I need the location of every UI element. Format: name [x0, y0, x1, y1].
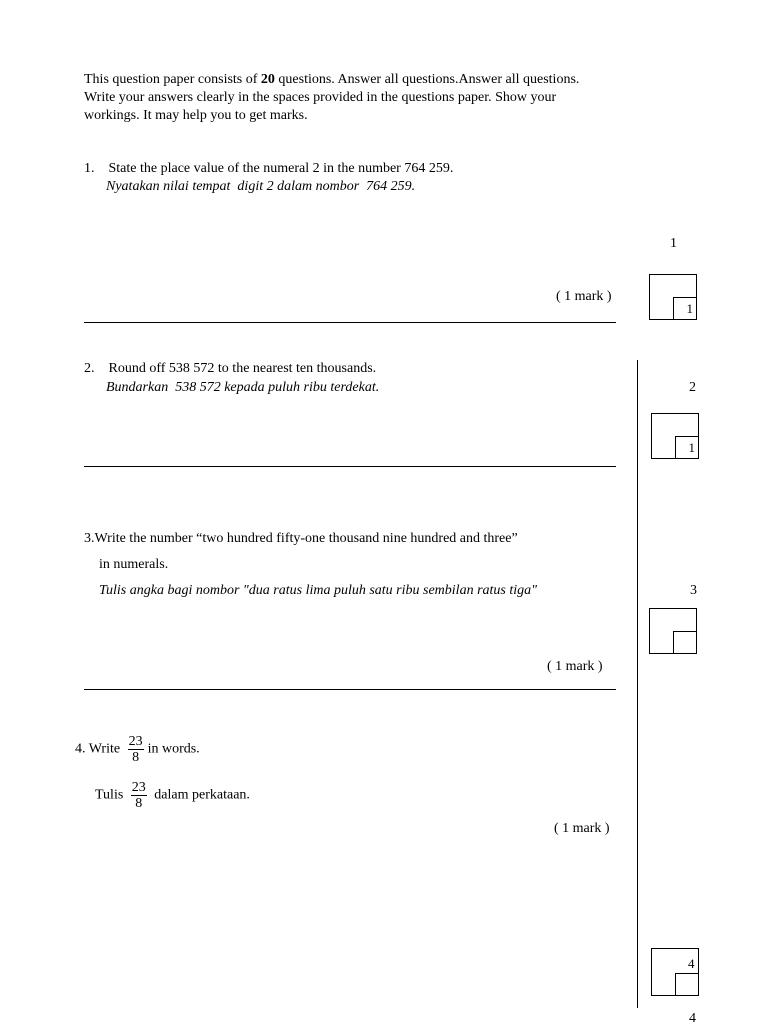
- q1-score-box: [649, 274, 697, 320]
- q4-t-denominator: 8: [135, 796, 143, 811]
- q4-t-fraction: [131, 780, 147, 811]
- q3-number: 3: [690, 583, 697, 598]
- q4-suffix: in words.: [147, 741, 200, 757]
- q4-t-suffix: dalam perkataan.: [154, 787, 250, 803]
- instructions-line-2: Write your answers clearly in the spaces provided in the questions paper. Show your: [84, 90, 557, 105]
- q4-score-cell: [675, 973, 699, 996]
- q1-marks: ( 1 mark ): [556, 289, 612, 304]
- q2-score-box: [651, 413, 699, 459]
- instructions-post: questions. Answer all questions.Answer all questions.: [274, 72, 580, 87]
- instructions-pre: This question paper consists of: [84, 72, 261, 87]
- q3-line-1: 3.Write the number “two hundred fifty-one thousand nine hundred and three”: [84, 531, 518, 546]
- q3-marks: ( 1 mark ): [547, 659, 603, 674]
- margin-line: [637, 360, 638, 1008]
- q2-number: 2: [689, 380, 696, 395]
- q4-denominator: 8: [132, 750, 140, 765]
- q3-divider: [84, 689, 616, 690]
- q4-number: 4: [689, 1011, 696, 1026]
- q1-text: 1. State the place value of the numeral 2 in the number 764 259.: [84, 161, 454, 176]
- q4-fraction: [128, 734, 144, 765]
- q1-number: 1: [670, 236, 677, 251]
- q2-divider: [84, 466, 616, 467]
- q2-translation: Bundarkan 538 572 kepada puluh ribu terdekat.: [106, 380, 380, 395]
- instructions-line-3: workings. It may help you to get marks.: [84, 108, 308, 123]
- q4-numerator: 23: [128, 734, 143, 749]
- q4-score-label: 4: [688, 956, 695, 971]
- q3-translation: Tulis angka bagi nombor "dua ratus lima puluh satu ribu sembilan ratus tiga": [99, 583, 538, 598]
- instructions-line-1: [84, 71, 579, 89]
- q1-translation: Nyatakan nilai tempat digit 2 dalam nombor 764 259.: [106, 179, 416, 194]
- q3-line-2: in numerals.: [99, 557, 169, 572]
- q4-question: [75, 734, 200, 765]
- q1-divider: [84, 322, 616, 323]
- q3-score-box: [649, 608, 697, 654]
- q4-score-box: [651, 948, 699, 996]
- q4-marks: ( 1 mark ): [554, 821, 610, 836]
- q4-t-numerator: 23: [131, 780, 146, 795]
- q4-translation: [95, 780, 250, 811]
- q1-score-cell: 1: [673, 297, 697, 320]
- q2-text: 2. Round off 538 572 to the nearest ten thousands.: [84, 361, 377, 376]
- q2-score-cell: 1: [675, 436, 699, 459]
- question-count: 20: [260, 72, 275, 87]
- q4-t-prefix: Tulis: [95, 787, 124, 803]
- q4-prefix: 4. Write: [75, 741, 121, 757]
- q3-score-cell: [673, 631, 697, 654]
